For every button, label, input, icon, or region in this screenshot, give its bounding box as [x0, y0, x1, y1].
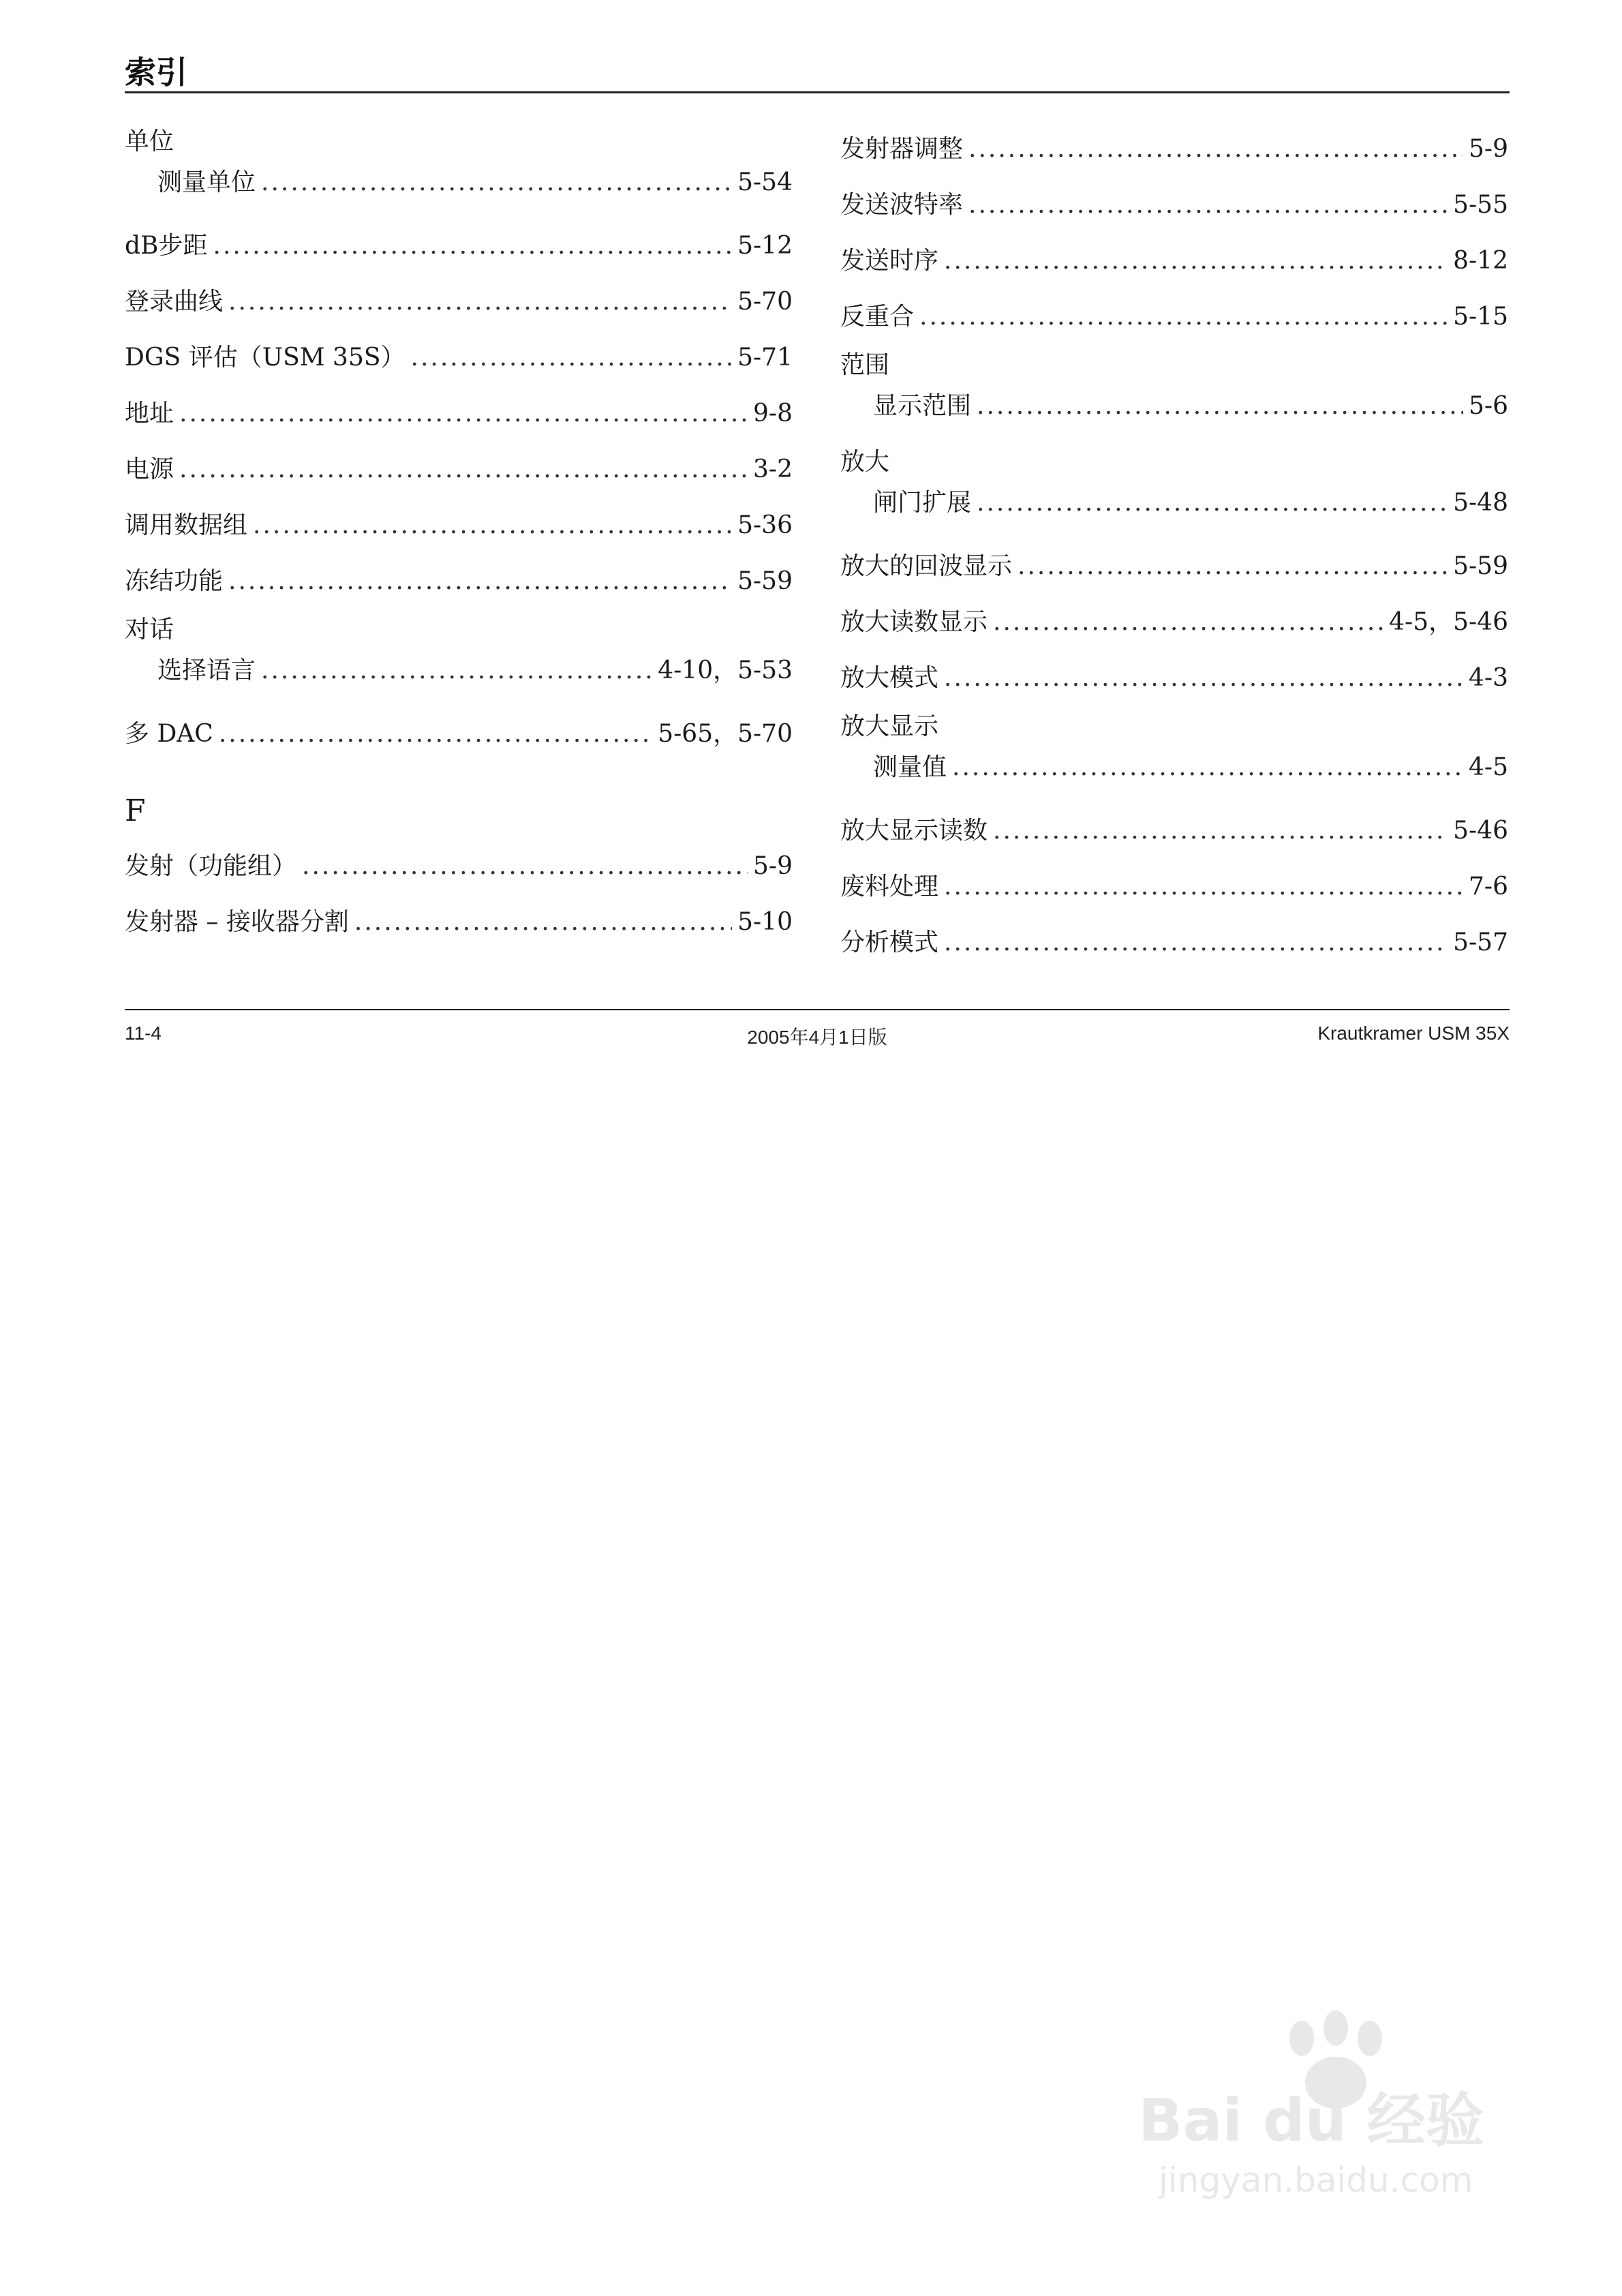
index-heading: 对话 — [125, 616, 174, 644]
dot-leader — [253, 498, 732, 554]
paw-toe-icon — [1289, 2021, 1314, 2056]
index-entry-page: 8-12 — [1453, 247, 1508, 275]
index-entry-label: 发送时序 — [840, 247, 939, 275]
index-entry — [840, 859, 1508, 915]
index-entry-label: 发射（功能组） — [125, 852, 297, 880]
dot-leader — [179, 442, 748, 498]
index-entry-label: dB步距 — [125, 232, 208, 260]
index-sub-entry — [840, 386, 1508, 442]
index-entry-page: 5-54 — [737, 168, 793, 196]
index-entry-label: 地址 — [125, 399, 174, 427]
index-entry-page: 9-8 — [753, 399, 793, 427]
dot-leader — [952, 747, 1463, 788]
dot-leader — [919, 289, 1448, 345]
index-column-left — [125, 121, 793, 950]
index-entry — [125, 330, 793, 386]
index-entry-label: 发射器 – 接收器分割 — [125, 908, 349, 936]
index-entry — [125, 894, 793, 950]
index-entry-label: 显示范围 — [873, 392, 972, 420]
dot-leader — [977, 386, 1463, 427]
dot-leader — [968, 177, 1448, 233]
index-entry-page: 4-10，5-53 — [658, 656, 793, 684]
index-entry-label: DGS 评估（USM 35S） — [125, 344, 406, 372]
index-heading: 放大显示 — [840, 712, 939, 740]
index-entry-label: 测量值 — [873, 753, 947, 781]
index-entry-page: 5-46 — [1453, 817, 1508, 845]
index-entry-page: 5-9 — [1469, 135, 1508, 163]
footer-product: Krautkramer USM 35X — [1317, 1023, 1510, 1044]
index-entry-page: 5-65，5-70 — [658, 720, 793, 748]
index-entry — [840, 121, 1508, 177]
watermark-url: jingyan.baidu.com — [1159, 2160, 1473, 2200]
watermark-brand: Bai du 经验 — [1138, 2087, 1484, 2155]
index-entry — [125, 218, 793, 274]
index-heading: 单位 — [125, 127, 174, 155]
index-entry-page: 3-2 — [753, 455, 793, 483]
footer-edition: 2005年4月1日版 — [747, 1027, 887, 1048]
page-footer — [125, 1009, 1510, 1051]
index-entry-label: 测量单位 — [157, 168, 256, 196]
index-entry — [840, 233, 1508, 289]
index-entry-page: 7-6 — [1469, 873, 1508, 901]
index-entry — [125, 274, 793, 330]
dot-leader — [977, 483, 1448, 524]
index-entry-page: 4-5 — [1469, 753, 1508, 781]
index-entry-label: 发送波特率 — [840, 191, 964, 219]
index-entry — [125, 498, 793, 554]
dot-leader — [228, 554, 732, 609]
index-entry-page: 5-15 — [1453, 303, 1508, 331]
index-section-letter: F — [125, 794, 146, 828]
dot-leader — [261, 162, 732, 203]
dot-leader — [944, 915, 1448, 971]
index-entry — [840, 594, 1508, 650]
index-entry — [125, 839, 793, 894]
index-entry-label: 冻结功能 — [125, 567, 224, 595]
dot-leader — [219, 706, 652, 762]
dot-leader — [411, 330, 733, 386]
index-sub-entry — [840, 483, 1508, 539]
index-entry-page: 5-9 — [753, 852, 793, 880]
index-entry-label: 电源 — [125, 455, 174, 483]
index-entry — [840, 177, 1508, 233]
index-entry-page: 4-5，5-46 — [1389, 608, 1508, 636]
dot-leader — [944, 859, 1463, 915]
index-entry — [125, 442, 793, 498]
index-entry-page: 5-6 — [1469, 392, 1508, 420]
index-entry-page: 5-36 — [737, 511, 793, 539]
index-entry — [125, 706, 793, 762]
dot-leader — [993, 594, 1383, 650]
index-entry-label: 登录曲线 — [125, 288, 224, 316]
index-entry — [840, 650, 1508, 706]
paw-toe-icon — [1323, 2010, 1348, 2046]
index-sub-entry — [840, 747, 1508, 803]
dot-leader — [968, 121, 1463, 177]
index-entry-label: 分析模式 — [840, 928, 939, 956]
index-entry-label: 放大模式 — [840, 664, 939, 692]
index-entry — [840, 539, 1508, 594]
dot-leader — [944, 233, 1448, 289]
dot-leader — [1017, 539, 1448, 594]
index-entry-label: 放大显示读数 — [840, 817, 988, 845]
index-entry-page: 5-57 — [1453, 928, 1508, 956]
paw-toe-icon — [1358, 2021, 1382, 2056]
index-entry-label: 放大读数显示 — [840, 608, 988, 636]
index-entry-page: 5-10 — [737, 908, 793, 936]
index-entry-page: 5-12 — [737, 232, 793, 260]
index-sub-entry — [125, 650, 793, 706]
index-entry — [125, 554, 793, 609]
index-entry-page: 5-71 — [737, 344, 793, 372]
dot-leader — [213, 218, 733, 274]
footer-page-number: 11-4 — [125, 1023, 162, 1044]
index-entry-page: 5-55 — [1453, 191, 1508, 219]
page-header — [125, 42, 1510, 93]
index-entry-label: 废料处理 — [840, 873, 939, 901]
index-entry-label: 放大的回波显示 — [840, 552, 1013, 580]
page-title: 索引 — [125, 54, 187, 91]
dot-leader — [228, 274, 732, 330]
index-entry-label: 反重合 — [840, 303, 915, 331]
index-entry-label: 选择语言 — [157, 656, 256, 684]
index-column-right — [840, 121, 1508, 971]
index-entry-page: 4-3 — [1469, 664, 1508, 692]
index-heading: 放大 — [840, 448, 890, 476]
index-entry-label: 调用数据组 — [125, 511, 248, 539]
baidu-watermark-logo — [1131, 1997, 1540, 2202]
index-entry-page: 5-59 — [1453, 552, 1508, 580]
dot-leader — [993, 803, 1448, 859]
index-entry — [125, 386, 793, 442]
index-entry-label: 闸门扩展 — [873, 489, 972, 517]
index-heading: 范围 — [840, 351, 890, 379]
index-sub-entry — [125, 162, 793, 218]
index-entry — [840, 915, 1508, 971]
dot-leader — [261, 650, 652, 691]
dot-leader — [179, 386, 748, 442]
dot-leader — [944, 650, 1463, 706]
dot-leader — [354, 894, 732, 950]
index-entry — [840, 289, 1508, 345]
index-entry-page: 5-70 — [737, 288, 793, 316]
index-entry-page: 5-59 — [737, 567, 793, 595]
index-entry-page: 5-48 — [1453, 489, 1508, 517]
index-entry — [840, 803, 1508, 859]
index-entry-label: 发射器调整 — [840, 135, 964, 163]
index-entry-label: 多 DAC — [125, 720, 213, 748]
dot-leader — [302, 839, 748, 894]
